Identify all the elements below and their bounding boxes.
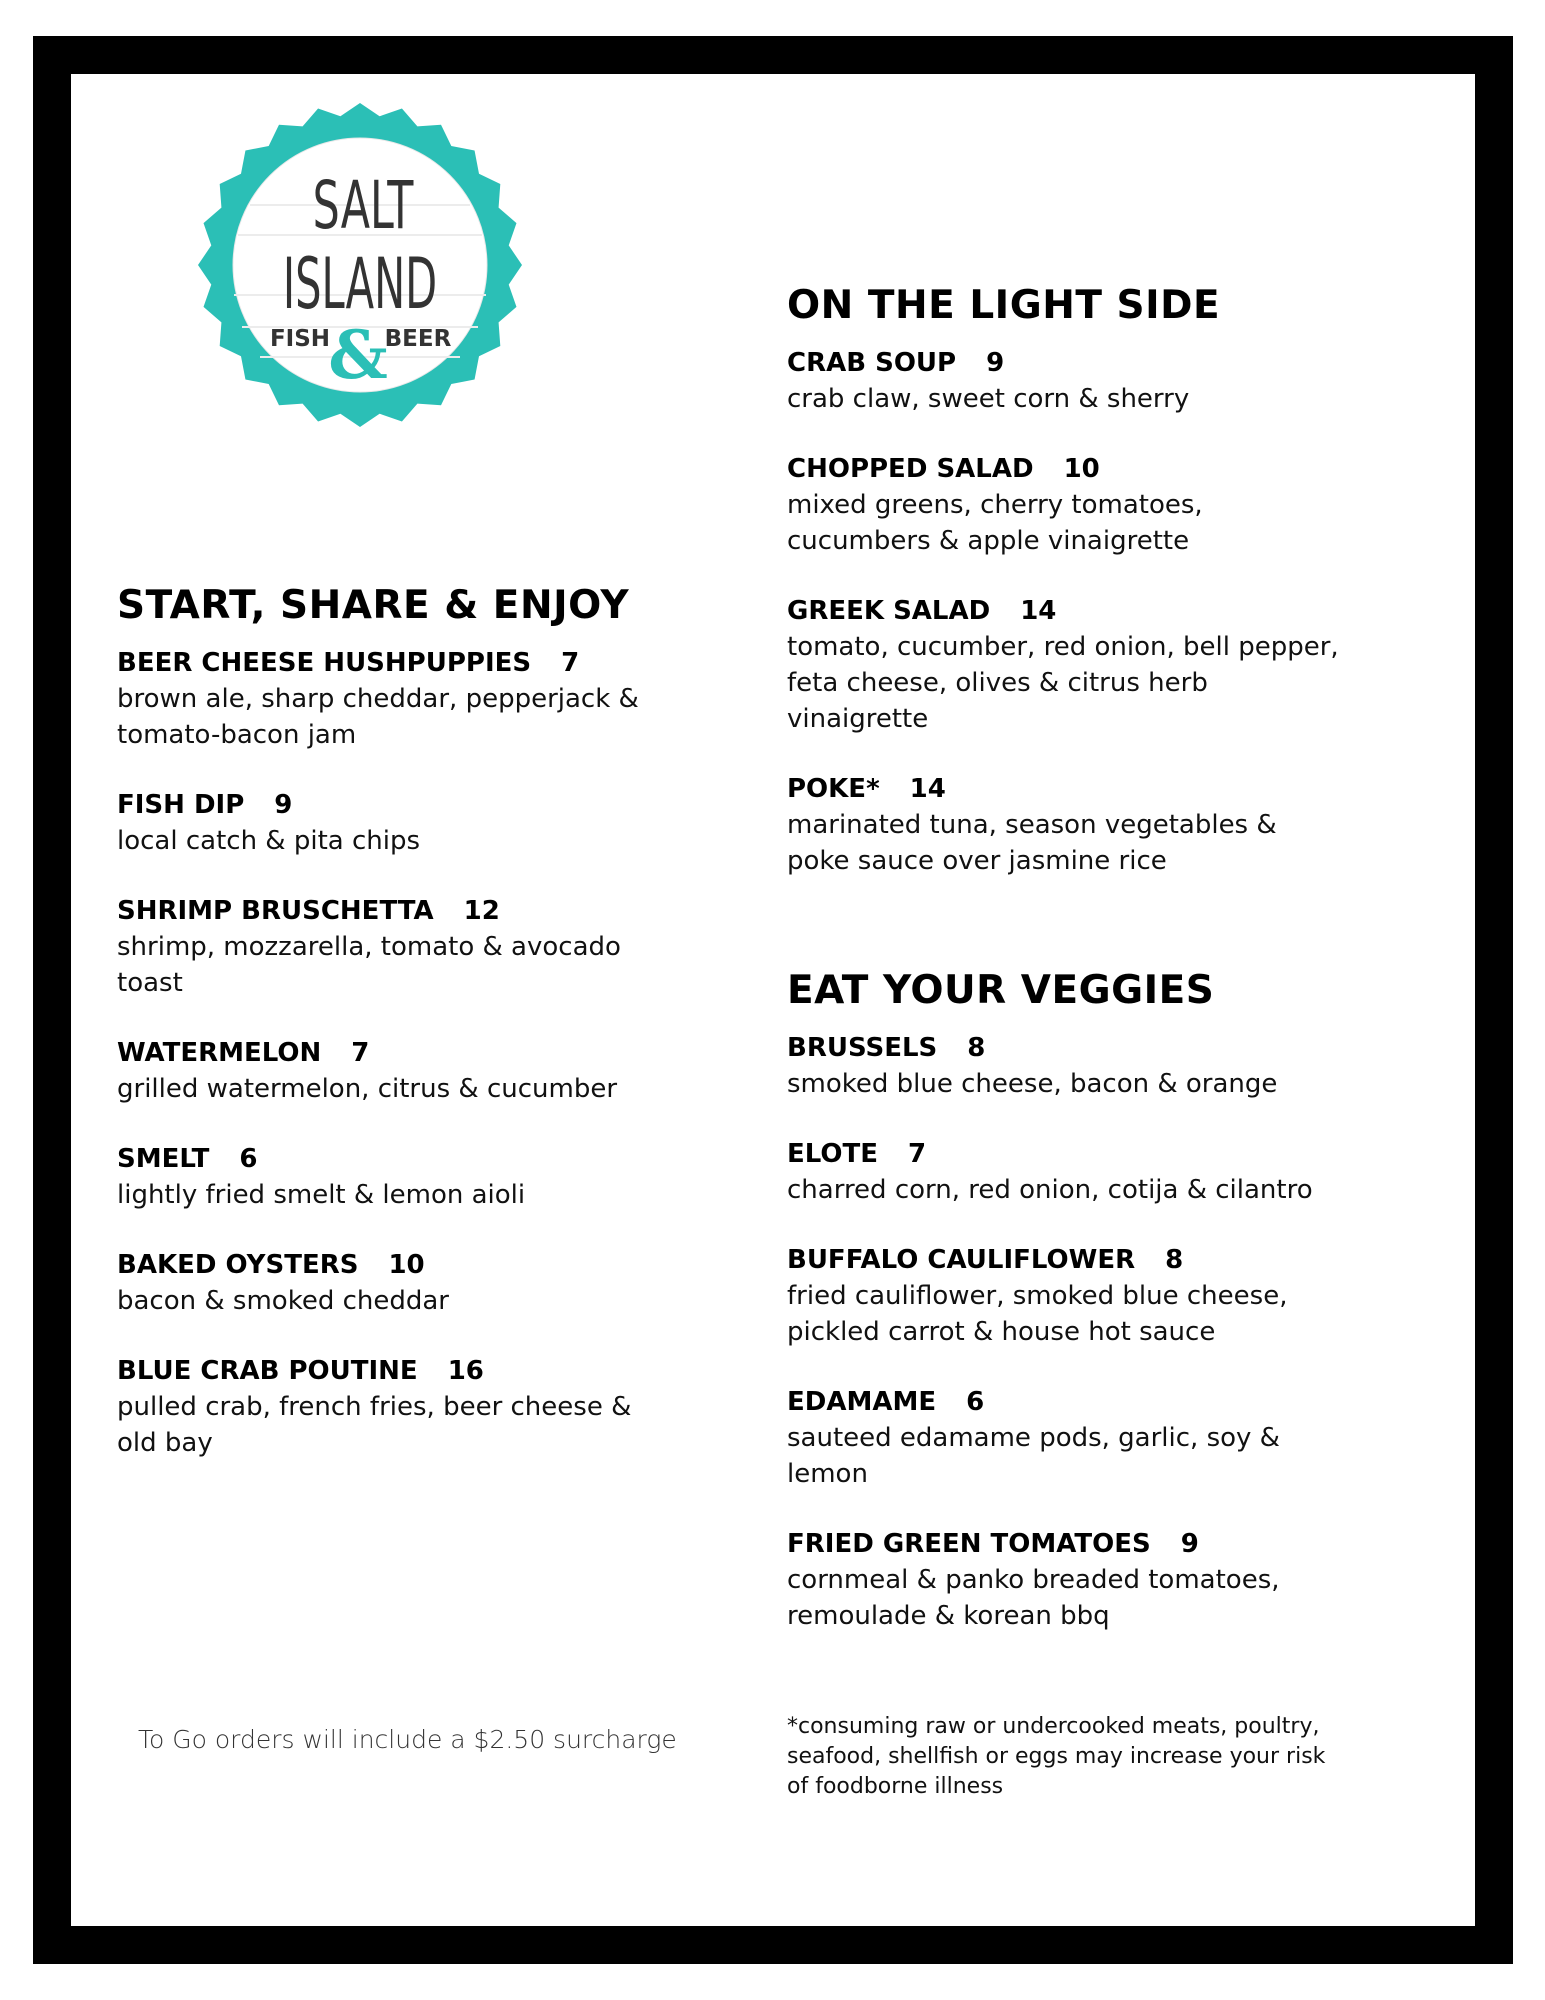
menu-item <box>117 1247 677 1319</box>
menu-item <box>787 1030 1347 1102</box>
menu-item-description: fried cauliflower, smoked blue cheese, pickled carrot & house hot sauce <box>787 1280 1288 1347</box>
menu-item-price: 9 <box>1180 1528 1199 1559</box>
menu-item-header <box>117 1353 677 1389</box>
menu-item-description: pulled crab, french fries, beer cheese & old bay <box>117 1391 632 1458</box>
veggies-section <box>787 969 1347 1634</box>
menu-item-header <box>787 1030 1347 1066</box>
menu-item-header <box>787 1526 1347 1562</box>
menu-item-price: 16 <box>447 1355 484 1386</box>
menu-item-header <box>117 1247 677 1283</box>
menu-item <box>117 1141 677 1213</box>
menu-item-name: GREEK SALAD <box>787 595 991 626</box>
menu-item-name: WATERMELON <box>117 1037 322 1068</box>
menu-item-description: shrimp, mozzarella, tomato & avocado toast <box>117 931 621 998</box>
logo-text-fish: FISH <box>269 326 331 352</box>
menu-item-name: BUFFALO CAULIFLOWER <box>787 1244 1136 1275</box>
menu-item-header <box>787 771 1347 807</box>
right-column <box>787 284 1347 1668</box>
menu-item <box>117 1035 677 1107</box>
menu-item-description: tomato, cucumber, red onion, bell pepper, feta cheese, olives & citrus herb vinaigrette <box>787 631 1339 734</box>
menu-item-description: local catch & pita chips <box>117 825 421 856</box>
menu-item-name: CHOPPED SALAD <box>787 453 1034 484</box>
menu-item <box>787 1526 1347 1634</box>
menu-item <box>117 787 677 859</box>
menu-item-header <box>787 1384 1347 1420</box>
menu-item-price: 12 <box>463 895 500 926</box>
menu-item-description: brown ale, sharp cheddar, pepperjack & tomato-bacon jam <box>117 683 639 750</box>
menu-item-price: 9 <box>274 789 293 820</box>
menu-item-name: BLUE CRAB POUTINE <box>117 1355 418 1386</box>
to-go-surcharge-note: To Go orders will include a $2.50 surcharge <box>138 1725 677 1754</box>
raw-food-disclaimer: *consuming raw or undercooked meats, poultry, seafood, shellfish or eggs may increase your risk of foodborne illness <box>787 1714 1326 1799</box>
menu-item-header <box>787 1136 1347 1172</box>
salt-island-logo <box>190 95 530 435</box>
menu-item-name: ELOTE <box>787 1138 878 1169</box>
menu-item-header <box>117 787 677 823</box>
menu-item-header <box>117 1035 677 1071</box>
menu-item-price: 7 <box>561 647 580 678</box>
menu-item-header <box>787 345 1347 381</box>
menu-item-header <box>787 593 1347 629</box>
menu-item-name: SHRIMP BRUSCHETTA <box>117 895 434 926</box>
menu-item-name: SMELT <box>117 1143 210 1174</box>
menu-item-header <box>787 451 1347 487</box>
logo-text-beer: BEER <box>384 326 452 352</box>
menu-item-price: 7 <box>908 1138 927 1169</box>
menu-item-name: BEER CHEESE HUSHPUPPIES <box>117 647 532 678</box>
menu-item-price: 9 <box>986 347 1005 378</box>
menu-item-price: 8 <box>1165 1244 1184 1275</box>
menu-item <box>787 1242 1347 1350</box>
menu-item-name: BRUSSELS <box>787 1032 938 1063</box>
menu-item-description: cornmeal & panko breaded tomatoes, remoulade & korean bbq <box>787 1564 1280 1631</box>
menu-item-description: mixed greens, cherry tomatoes, cucumbers & apple vinaigrette <box>787 489 1203 556</box>
menu-item-header <box>117 1141 677 1177</box>
menu-item <box>117 1353 677 1461</box>
menu-item-price: 8 <box>967 1032 986 1063</box>
menu-item-name: CRAB SOUP <box>787 347 957 378</box>
menu-item-price: 7 <box>351 1037 370 1068</box>
menu-item-name: POKE* <box>787 773 880 804</box>
menu-item <box>787 451 1347 559</box>
menu-item-price: 6 <box>966 1386 985 1417</box>
menu-item-description: lightly fried smelt & lemon aioli <box>117 1179 526 1210</box>
menu-item-header <box>117 893 677 929</box>
section-title-light: ON THE LIGHT SIDE <box>787 283 1221 328</box>
logo-text-island: ISLAND <box>282 243 438 325</box>
light-side-items <box>787 345 1347 879</box>
menu-item <box>787 1136 1347 1208</box>
menu-item-description: marinated tuna, season vegetables & poke sauce over jasmine rice <box>787 809 1277 876</box>
menu-item <box>787 345 1347 417</box>
start-share-items <box>117 645 677 1461</box>
menu-item <box>787 771 1347 879</box>
menu-item-name: FISH DIP <box>117 789 245 820</box>
menu-item <box>787 593 1347 737</box>
section-title-start: START, SHARE & ENJOY <box>117 583 630 628</box>
menu-item-description: crab claw, sweet corn & sherry <box>787 383 1190 414</box>
menu-item-price: 10 <box>1063 453 1100 484</box>
logo-ampersand: & <box>328 316 388 394</box>
menu-item-name: EDAMAME <box>787 1386 937 1417</box>
menu-item-description: grilled watermelon, citrus & cucumber <box>117 1073 618 1104</box>
section-title-veggies: EAT YOUR VEGGIES <box>787 967 1215 1013</box>
menu-item-name: FRIED GREEN TOMATOES <box>787 1528 1151 1559</box>
menu-item-header <box>117 645 677 681</box>
menu-item-price: 14 <box>1020 595 1057 626</box>
menu-item <box>787 1384 1347 1492</box>
menu-item-price: 14 <box>909 773 946 804</box>
menu-item-price: 10 <box>388 1249 425 1280</box>
logo-text-salt: SALT <box>312 167 414 245</box>
start-share-section <box>117 584 677 1495</box>
menu-item-name: BAKED OYSTERS <box>117 1249 359 1280</box>
menu-item-description: smoked blue cheese, bacon & orange <box>787 1068 1278 1099</box>
light-side-section <box>787 284 1347 879</box>
menu-item-description: bacon & smoked cheddar <box>117 1285 449 1316</box>
menu-item-description: sauteed edamame pods, garlic, soy & lemon <box>787 1422 1280 1489</box>
veggies-items <box>787 1030 1347 1634</box>
menu-item <box>117 645 677 753</box>
menu-item <box>117 893 677 1001</box>
menu-item-description: charred corn, red onion, cotija & cilantro <box>787 1174 1313 1205</box>
menu-item-price: 6 <box>239 1143 258 1174</box>
menu-item-header <box>787 1242 1347 1278</box>
